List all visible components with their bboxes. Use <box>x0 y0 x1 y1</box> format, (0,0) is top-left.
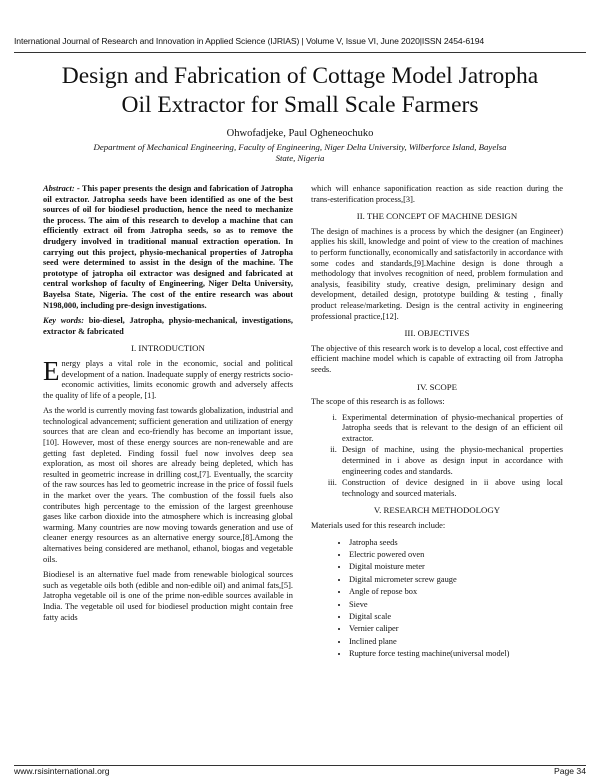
intro-p1-text: nergy plays a vital role in the economic, social and political development of a nation. Inadequate supply of energy restricts socio-economic activities, limits economic growth and adversely affects the quality of life of a people, [1]. <box>43 358 293 400</box>
list-item: • Digital scale <box>349 611 563 623</box>
section-heading-machine-design: II. THE CONCEPT OF MACHINE DESIGN <box>356 211 518 222</box>
materials-list <box>311 537 563 661</box>
machine-design-paragraph: The design of machines is a process by which the designer (an Engineer) applies his skill, knowledge and point of view to the creation of machines to perform functionally, economically and satisfactorily in accordance with some codes and standards,[9].Machine design is done through a methodology that involves recognition of need, problem formulation and analysis, feasibility study, creative design, preliminary design and development, detailed design, prototype building & testing , finally product release/marketing. Design is the central activity in engineering professional practice,[12]. <box>311 226 563 321</box>
paper-title <box>30 62 570 120</box>
list-item: • Angle of repose box <box>349 586 563 598</box>
right-column <box>311 184 563 661</box>
list-item: • Vernier caliper <box>349 623 563 635</box>
intro-paragraph-1 <box>43 355 293 401</box>
scope-list <box>311 413 563 500</box>
scope-intro: The scope of this research is as follows: <box>311 397 445 407</box>
abstract-label: Abstract: - <box>43 184 80 193</box>
list-item: • Digital moisture meter <box>349 561 563 573</box>
section-heading-scope: IV. SCOPE <box>417 381 457 392</box>
left-column <box>43 184 293 628</box>
page-number: Page 34 <box>553 766 586 776</box>
list-item: i. Experimental determination of physio-mechanical properties of Jatropha seeds that is relevant to the design of an efficient oil extractor. <box>339 413 563 445</box>
footer-url-link[interactable]: www.rsisinternational.org <box>14 766 110 776</box>
header-rule <box>14 52 586 53</box>
keywords-label: Key words: <box>43 316 84 326</box>
list-item: • Digital micrometer screw gauge <box>349 574 563 586</box>
continuation-paragraph: which will enhance saponification reaction as side reaction during the trans-esterification process,[3]. <box>311 184 563 204</box>
keywords-text: bio-diesel, Jatropha, physio-mechanical, investigations, extractor & fabricated <box>43 316 293 336</box>
drop-cap: E <box>43 355 60 386</box>
abstract-text: This paper presents the design and fabrication of Jatropha oil extractor. Jatropha seeds have been identified as one of the best sources of oil for biodiesel production, hence the need to mechanize the process. The aim of this research to develop a machine that can efficiently extract oil from Jatropha seeds, so as to remove the drudgery involved in traditional manual extraction operation. In carrying out this project, physio-mechanical properties of Jatropha seed were determined to assist in the design of the machine. The prototype of jatropha oil extractor was designed and fabricated at central workshop of faculty of Engineering, Niger Delta University, Bayelsa State, Nigeria. The cost of the entire research was about N198,000, including pre-design investigations. <box>43 184 293 310</box>
intro-paragraph-3: Biodiesel is an alternative fuel made from renewable biological sources such as vegetable oils both (edible and non-edible oil) and animal fats,[5]. Jatropha vegetable oil is one of the prime non-edible sources available in India. The vegetable oil used for biodiesel production might contain free fatty acids <box>43 570 293 622</box>
list-item: • Sieve <box>349 599 563 611</box>
authors: Ohwofadjeke, Paul Ogheneochuko <box>226 128 374 139</box>
list-item: • Jatropha seeds <box>349 537 563 549</box>
section-heading-research-methodology: V. RESEARCH METHODOLOGY <box>373 505 501 516</box>
objectives-paragraph: The objective of this research work is to develop a local, cost effective and efficient machine model which is capable of extracting oil from Jatropha seeds. <box>311 343 563 374</box>
keywords <box>43 316 293 337</box>
list-item: • Inclined plane <box>349 636 563 648</box>
list-item: • Rupture force testing machine(universal model) <box>349 648 563 660</box>
title-line-1: Design and Fabrication of Cottage Model Jatropha <box>61 63 539 89</box>
list-item: iii. Construction of device designed in ii above using local technology and sourced materials. <box>339 478 563 499</box>
affiliation: Department of Mechanical Engineering, Faculty of Engineering, Niger Delta University, Wilberforce Island, Bayelsa State, Nigeria <box>93 142 507 163</box>
title-line-2: Oil Extractor for Small Scale Farmers <box>121 92 479 118</box>
list-item: • Electric powered oven <box>349 549 563 561</box>
intro-paragraph-2: As the world is currently moving fast towards globalization, industrial and technological advancement; sufficient generation and utilization of energy sources that are clean and eco-friendly has become an important issue,[10]. However, most of these energy sources are non-renewable and are getting fast depleted. Finding fossil fuel now involves deep sea exploration, as most oil shores are already being depleted, which has resulted in geometric increase in drilling cost,[7]. Eventually, the scarcity of the raw sources has led to geometric increase in the price of fossil fuels in the market over the years. The combustion of the fossil fuels also contributes high percentage to the emission of the largest greenhouse gases like carbon dioxide into the atmosphere which is increasing global warming. Many countries are now moving towards generation and use of cleaner energy resources as an alternative energy source,[8].Among the alternatives being considered are methanol, ethanol, biogas and vegetable oils. <box>43 406 293 564</box>
abstract <box>43 184 293 311</box>
materials-intro: Materials used for this research include: <box>311 521 446 531</box>
list-item: ii. Design of machine, using the physio-mechanical properties determined in i above as design input in accordance with engineering codes and standards. <box>339 445 563 477</box>
section-heading-introduction: I. INTRODUCTION <box>131 343 205 354</box>
section-heading-objectives: III. OBJECTIVES <box>404 328 470 339</box>
running-head: International Journal of Research and Innovation in Applied Science (IJRIAS) | Volume V, Issue VI, June 2020|ISSN 2454-6194 <box>14 36 485 46</box>
